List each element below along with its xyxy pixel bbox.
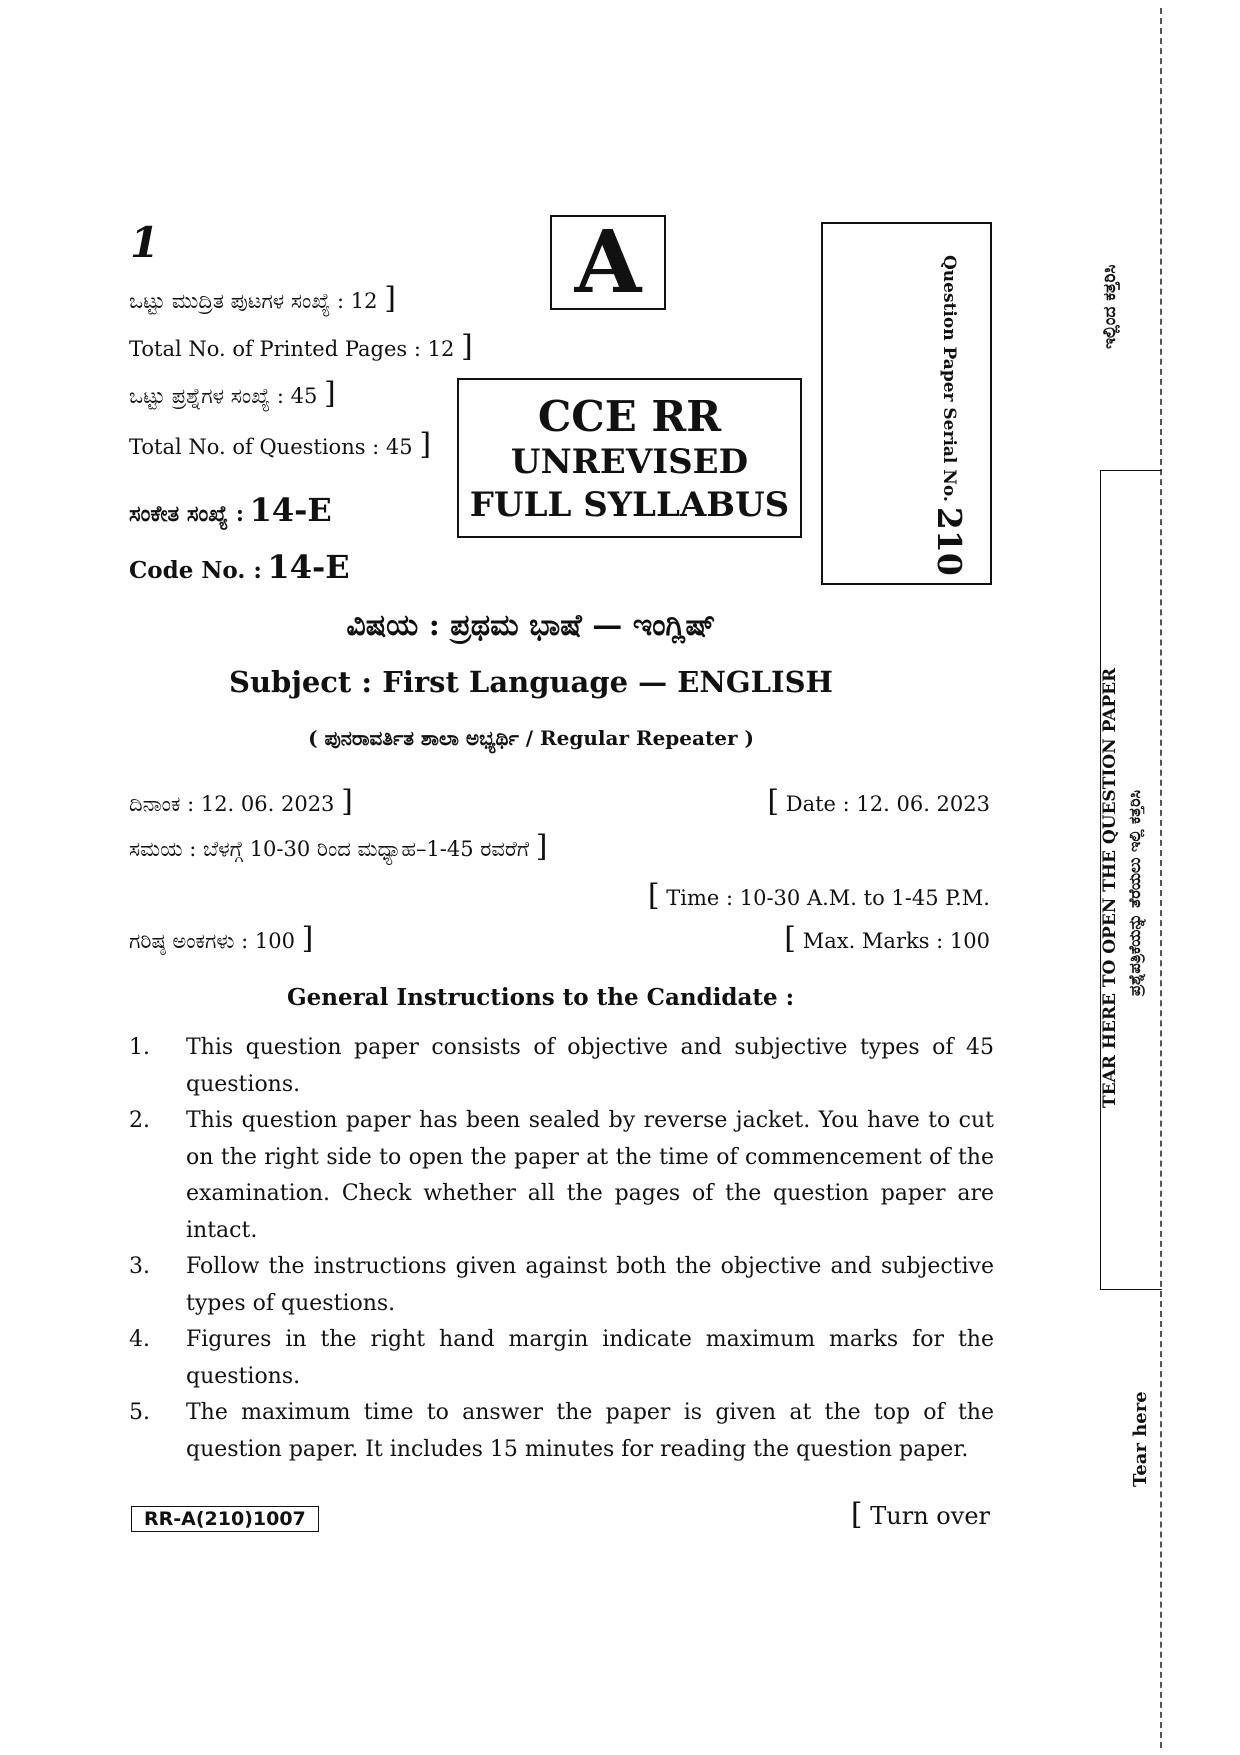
instructions-list bbox=[129, 1030, 994, 1468]
kn-code-number: ಸಂಕೇತ ಸಂಖ್ಯೆ : 14-E bbox=[129, 491, 332, 529]
side-kn-cut-here: ಇಲ್ಲಿಂದ ಕತ್ತರಿಸಿ bbox=[1100, 264, 1120, 350]
exam-type-box bbox=[457, 378, 802, 538]
kn-subject: ವಿಷಯ : ಪ್ರಥಮ ಭಾಷೆ — ಇಂಗ್ಲಿಷ್ bbox=[346, 608, 716, 643]
en-time: [ Time : 10-30 A.M. to 1-45 P.M. bbox=[647, 878, 990, 913]
side-kn-tear-open: ಪ್ರಶ್ನೆಪತ್ರಿಕೆಯನ್ನು ತೆರೆಯಲು ಇಲ್ಲಿ ಕತ್ತರಿಸಿ bbox=[1125, 789, 1144, 997]
kn-printed-pages: ಒಟ್ಟು ಮುದ್ರಿತ ಪುಟಗಳ ಸಂಖ್ಯೆ : 12 ] bbox=[129, 281, 396, 316]
list-item: 2. This question paper has been sealed by reverse jacket. You have to cut on the right side to open the paper at the time of commencement of the examination. Check whether all the pages of the question paper are intact. bbox=[129, 1108, 994, 1243]
page-number: 1 bbox=[130, 218, 160, 267]
list-item: 4. Figures in the right hand margin indicate maximum marks for the questions. bbox=[129, 1327, 994, 1389]
exam-type-line3: FULL SYLLABUS bbox=[469, 485, 790, 526]
kn-max-marks: ಗರಿಷ್ಠ ಅಂಕಗಳು : 100 ] bbox=[129, 921, 314, 956]
en-total-questions: Total No. of Questions : 45 ] bbox=[129, 427, 432, 462]
list-item: 5. The maximum time to answer the paper is given at the top of the question paper. It includes 15 minutes for reading the question paper. bbox=[129, 1400, 994, 1462]
list-item: 3. Follow the instructions given against both the objective and subjective types of questions. bbox=[129, 1254, 994, 1316]
instructions-heading: General Instructions to the Candidate : bbox=[287, 984, 795, 1011]
version-letter: A bbox=[574, 211, 642, 313]
en-date: [ Date : 12. 06. 2023 bbox=[767, 784, 990, 819]
list-item: 1. This question paper consists of objective and subjective types of 45 questions. bbox=[129, 1035, 994, 1097]
kn-date: ದಿನಾಂಕ : 12. 06. 2023 ] bbox=[129, 784, 353, 819]
serial-number: 210 bbox=[930, 506, 969, 576]
candidate-type: ( ಪುನರಾವರ್ತಿತ ಶಾಲಾ ಅಭ್ಯರ್ಥಿ / Regular Repeater ) bbox=[308, 726, 754, 750]
side-tear-here: Tear here bbox=[1130, 1391, 1151, 1488]
kn-time: ಸಮಯ : ಬೆಳಗ್ಗೆ 10-30 ರಿಂದ ಮಧ್ಯಾಹ–1-45 ರವರೆಗೆ ] bbox=[129, 829, 548, 864]
serial-label-text: Question Paper Serial No. bbox=[939, 255, 959, 502]
en-code-number: Code No. : 14-E bbox=[129, 548, 350, 586]
version-letter-box bbox=[550, 211, 666, 313]
en-max-marks: [ Max. Marks : 100 bbox=[784, 921, 990, 956]
en-subject: Subject : First Language — ENGLISH bbox=[229, 665, 833, 699]
serial-number-label bbox=[930, 255, 969, 576]
exam-type-line2: UNREVISED bbox=[510, 442, 749, 483]
reference-code: RR-A(210)1007 bbox=[131, 1506, 319, 1532]
exam-type-line1: CCE RR bbox=[537, 392, 722, 441]
en-printed-pages: Total No. of Printed Pages : 12 ] bbox=[129, 329, 473, 364]
turn-over: [ Turn over bbox=[850, 1497, 990, 1532]
side-en-tear-open: TEAR HERE TO OPEN THE QUESTION PAPER bbox=[1100, 667, 1120, 1109]
kn-total-questions: ಒಟ್ಟು ಪ್ರಶ್ನೆಗಳ ಸಂಖ್ಯೆ : 45 ] bbox=[129, 376, 336, 411]
